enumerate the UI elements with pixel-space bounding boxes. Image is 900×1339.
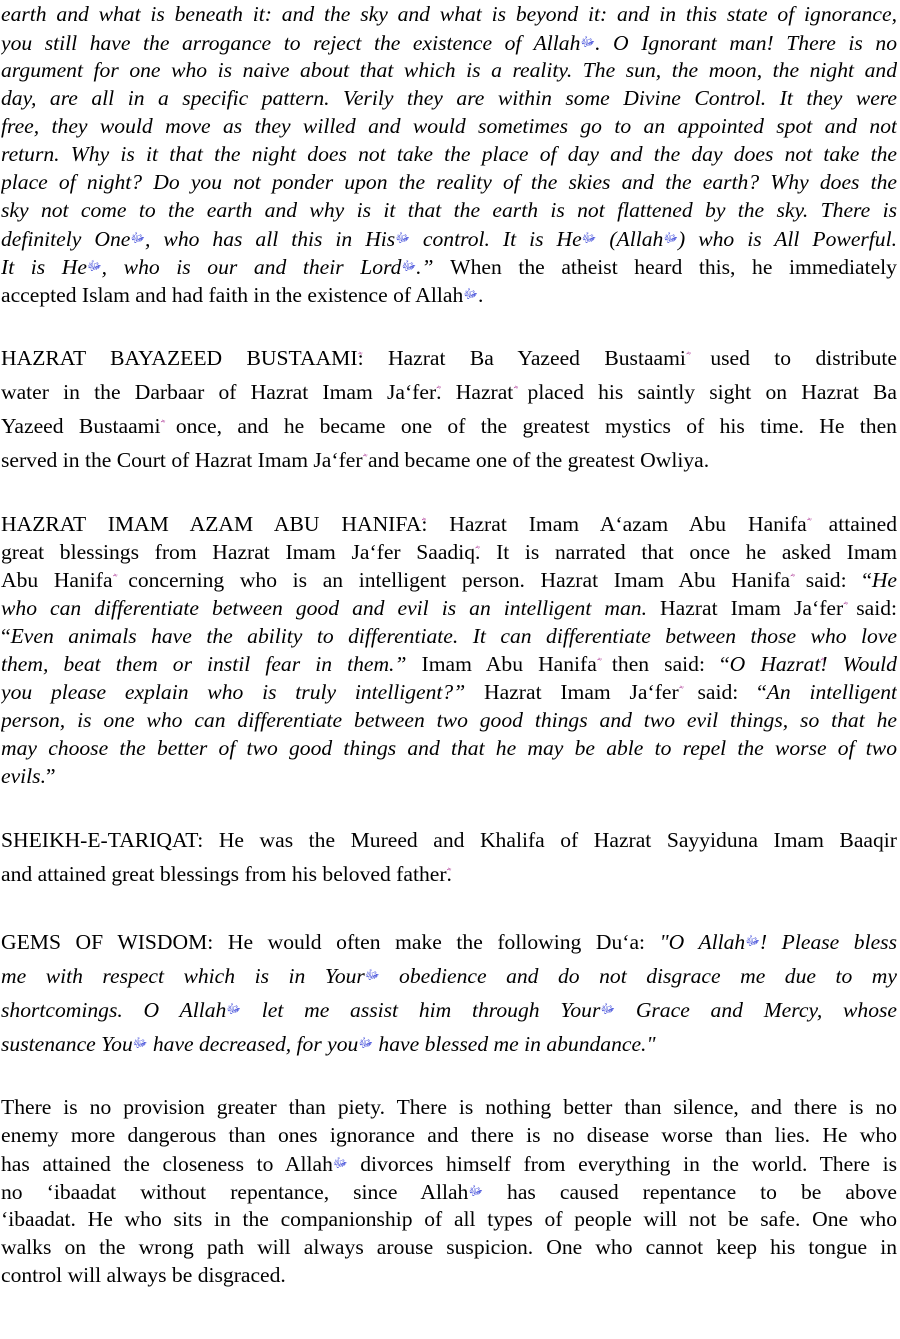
text-run: place of night? Do you not ponder upon the reality of the skies and the earth? Why does the bbox=[1, 170, 897, 194]
text-run: He bbox=[871, 568, 897, 592]
text-run: earth and what is beneath it: and the sky and what is beyond it: and in this state of ignorance, bbox=[1, 2, 897, 26]
paragraph bbox=[1, 510, 897, 790]
text-line bbox=[1, 84, 897, 112]
text-line bbox=[1, 1149, 897, 1177]
text-run: When the atheist heard this, he immediately bbox=[433, 255, 897, 279]
text-run: walks on the wrong path will always arouse suspicion. One who cannot keep his tongue in bbox=[1, 1235, 897, 1259]
text-run: HAZRAT IMAM AZAM ABU HANIFA bbox=[1, 512, 422, 536]
text-run: free, they would move as they willed and would sometimes go to an appointed spot and not bbox=[1, 114, 897, 138]
text-run: served in the Court of Hazrat Imam Ja‘fer bbox=[1, 448, 363, 472]
text-run: control. It is He bbox=[409, 227, 582, 251]
text-run: who can differentiate between good and evil is an intelligent man. bbox=[1, 596, 647, 620]
allah-honorific-icon: ﷻ bbox=[463, 286, 478, 301]
text-run: said: bbox=[843, 596, 897, 620]
allah-honorific-icon: ﷻ bbox=[86, 258, 102, 273]
text-run: may choose the better of two good things and that he may be able to repel the worse of two bbox=[1, 736, 897, 760]
text-run: used to distribute bbox=[685, 346, 897, 370]
text-line bbox=[1, 1026, 897, 1060]
allah-honorific-icon: ﷻ bbox=[600, 1001, 616, 1016]
text-run: : Hazrat Ba Yazeed Bustaami bbox=[357, 346, 686, 370]
text-line bbox=[1, 28, 897, 56]
allah-honorific-icon: ﷻ bbox=[581, 230, 597, 245]
text-line bbox=[1, 280, 897, 308]
text-line bbox=[1, 224, 897, 252]
text-run: Hazrat Imam Ja‘fer bbox=[465, 680, 679, 704]
text-line bbox=[1, 538, 897, 566]
text-run: (Allah bbox=[596, 227, 664, 251]
paragraph bbox=[1, 341, 897, 477]
text-run: control will always be disgraced. bbox=[1, 1263, 286, 1287]
text-run: attained bbox=[806, 512, 897, 536]
text-line bbox=[1, 341, 897, 375]
text-line bbox=[1, 678, 897, 706]
text-run: SHEIKH-E-TARIQAT: He was the Mureed and Khalifa of Hazrat Sayyiduna Imam Baaqir bbox=[1, 828, 897, 852]
paragraph bbox=[1, 823, 897, 891]
allah-honorific-icon: ﷻ bbox=[364, 967, 380, 982]
text-run: great blessings from Hazrat Imam Ja‘fer Saadiq bbox=[1, 540, 476, 564]
text-run: concerning who is an intelligent person. Hazrat Imam Abu Hanifa bbox=[112, 568, 791, 592]
text-line bbox=[1, 1261, 897, 1289]
text-line bbox=[1, 924, 897, 958]
text-run: person, is one who can differentiate between two good things and two evil things, so that he bbox=[1, 708, 897, 732]
text-run: no ‘ibaadat without repentance, since Allah bbox=[1, 1180, 469, 1204]
text-run: . bbox=[477, 283, 484, 307]
text-line bbox=[1, 0, 897, 28]
text-run: . O Ignorant man! There is no bbox=[595, 31, 897, 55]
text-run: “ bbox=[1, 624, 11, 648]
allah-honorific-icon: ﷻ bbox=[358, 1035, 374, 1050]
text-run: you please explain who is truly intelligent?” bbox=[1, 680, 466, 704]
text-run: once, and he became one of the greatest mystics of his time. He then bbox=[160, 414, 897, 438]
text-run: let me assist him through Your bbox=[240, 998, 601, 1022]
text-line bbox=[1, 252, 897, 280]
text-run: then said: “ bbox=[596, 652, 730, 676]
allah-honorific-icon: ﷻ bbox=[130, 230, 146, 245]
allah-honorific-icon: ﷻ bbox=[226, 1001, 241, 1016]
allah-honorific-icon: ﷻ bbox=[745, 933, 760, 948]
text-run: you still have the arrogance to reject the existence of Allah bbox=[1, 31, 581, 55]
text-run: Even animals have the ability to differentiate. It can differentiate between those who love bbox=[10, 624, 897, 648]
text-run: them, beat them or instil fear in them.” bbox=[1, 652, 407, 676]
text-run: ! Please bless bbox=[759, 930, 897, 954]
paragraph bbox=[1, 1093, 897, 1289]
text-line bbox=[1, 1177, 897, 1205]
text-line bbox=[1, 734, 897, 762]
text-run: return. Why is it that the night does not take the place of day and the day does not take the bbox=[1, 142, 897, 166]
allah-honorific-icon: ﷻ bbox=[401, 258, 417, 273]
text-run: water in the Darbaar of Hazrat Imam Ja‘fer bbox=[1, 380, 437, 404]
text-line bbox=[1, 56, 897, 84]
text-line bbox=[1, 823, 897, 857]
text-run: Yazeed Bustaami bbox=[1, 414, 161, 438]
text-run: has caused repentance to be above bbox=[483, 1180, 897, 1204]
text-run: day, are all in a specific pattern. Verily they are within some Divine Control. It they were bbox=[1, 86, 897, 110]
text-line bbox=[1, 992, 897, 1026]
allah-honorific-icon: ﷻ bbox=[332, 1155, 348, 1170]
text-run: ‘ibaadat. He who sits in the companionship of all types of people will not be safe. One who bbox=[1, 1207, 897, 1231]
text-run: and attained great blessings from his beloved father bbox=[1, 862, 447, 886]
text-run: and became one of the greatest Owliya. bbox=[362, 448, 710, 472]
text-line bbox=[1, 168, 897, 196]
text-run: said: “ bbox=[790, 568, 872, 592]
paragraph bbox=[1, 0, 897, 308]
text-line bbox=[1, 1205, 897, 1233]
text-run: . Hazrat bbox=[436, 380, 514, 404]
text-run: . It is narrated that once he asked Imam bbox=[475, 540, 897, 564]
text-run: HAZRAT BAYAZEED BUSTAAMI bbox=[1, 346, 358, 370]
text-run: argument for one who is naive about that which is a reality. The sun, the moon, the night and bbox=[1, 58, 897, 82]
text-run: An intelligent bbox=[766, 680, 897, 704]
text-line bbox=[1, 140, 897, 168]
text-line bbox=[1, 706, 897, 734]
allah-honorific-icon: ﷻ bbox=[663, 230, 679, 245]
text-run: have decreased, for you bbox=[147, 1032, 359, 1056]
text-run: ! Would bbox=[820, 652, 897, 676]
text-line bbox=[1, 1233, 897, 1261]
text-run: Imam Abu Hanifa bbox=[406, 652, 597, 676]
text-run: There is no provision greater than piety. There is nothing better than silence, and there is no bbox=[1, 1095, 897, 1119]
text-run: : Hazrat Imam A‘azam Abu Hanifa bbox=[421, 512, 807, 536]
text-run: "O Allah bbox=[659, 930, 746, 954]
text-run: sky not come to the earth and why is it that the earth is not flattened by the sky. There is bbox=[1, 198, 897, 222]
text-run: me with respect which is in Your bbox=[1, 964, 365, 988]
text-run: has attained the closeness to Allah bbox=[1, 1152, 333, 1176]
text-run: evils. bbox=[1, 764, 46, 788]
text-run: sustenance You bbox=[1, 1032, 133, 1056]
text-line bbox=[1, 510, 897, 538]
text-run: definitely One bbox=[1, 227, 131, 251]
text-line bbox=[1, 650, 897, 678]
text-run: GEMS OF WISDOM: He would often make the following Du‘a: bbox=[1, 930, 660, 954]
text-line bbox=[1, 622, 897, 650]
text-line bbox=[1, 958, 897, 992]
text-run: , who is our and their Lord bbox=[101, 255, 402, 279]
text-line bbox=[1, 375, 897, 409]
text-line bbox=[1, 566, 897, 594]
text-run: placed his saintly sight on Hazrat Ba bbox=[513, 380, 897, 404]
text-line bbox=[1, 1093, 897, 1121]
text-run: Abu Hanifa bbox=[1, 568, 113, 592]
allah-honorific-icon: ﷻ bbox=[395, 230, 410, 245]
text-line bbox=[1, 112, 897, 140]
text-run: . bbox=[446, 862, 452, 886]
text-line bbox=[1, 409, 897, 443]
text-run: .” bbox=[416, 255, 434, 279]
text-line bbox=[1, 857, 897, 891]
text-line bbox=[1, 1121, 897, 1149]
text-run: It is He bbox=[1, 255, 87, 279]
text-run: said: “ bbox=[678, 680, 767, 704]
text-run: accepted Islam and had faith in the existence of Allah bbox=[1, 283, 464, 307]
text-line bbox=[1, 594, 897, 622]
text-run: have blessed me in abundance." bbox=[373, 1032, 656, 1056]
allah-honorific-icon: ﷻ bbox=[580, 34, 596, 49]
text-run: divorces himself from everything in the world. There is bbox=[347, 1152, 897, 1176]
text-run: , who has all this in His bbox=[145, 227, 396, 251]
text-run: obedience and do not disgrace me due to my bbox=[379, 964, 897, 988]
text-line bbox=[1, 762, 897, 790]
text-run: shortcomings. O Allah bbox=[1, 998, 227, 1022]
text-line bbox=[1, 443, 897, 477]
text-run: enemy more dangerous than ones ignorance and there is no disease worse than lies. He who bbox=[1, 1123, 897, 1147]
paragraph bbox=[1, 924, 897, 1060]
text-run: ) who is All Powerful. bbox=[678, 227, 897, 251]
text-run: Hazrat Imam Ja‘fer bbox=[646, 596, 844, 620]
text-run: Grace and Mercy, whose bbox=[615, 998, 897, 1022]
text-line bbox=[1, 196, 897, 224]
text-run: O Hazrat bbox=[729, 652, 821, 676]
allah-honorific-icon: ﷻ bbox=[132, 1035, 148, 1050]
text-run: ” bbox=[45, 764, 56, 788]
allah-honorific-icon: ﷻ bbox=[468, 1183, 484, 1198]
